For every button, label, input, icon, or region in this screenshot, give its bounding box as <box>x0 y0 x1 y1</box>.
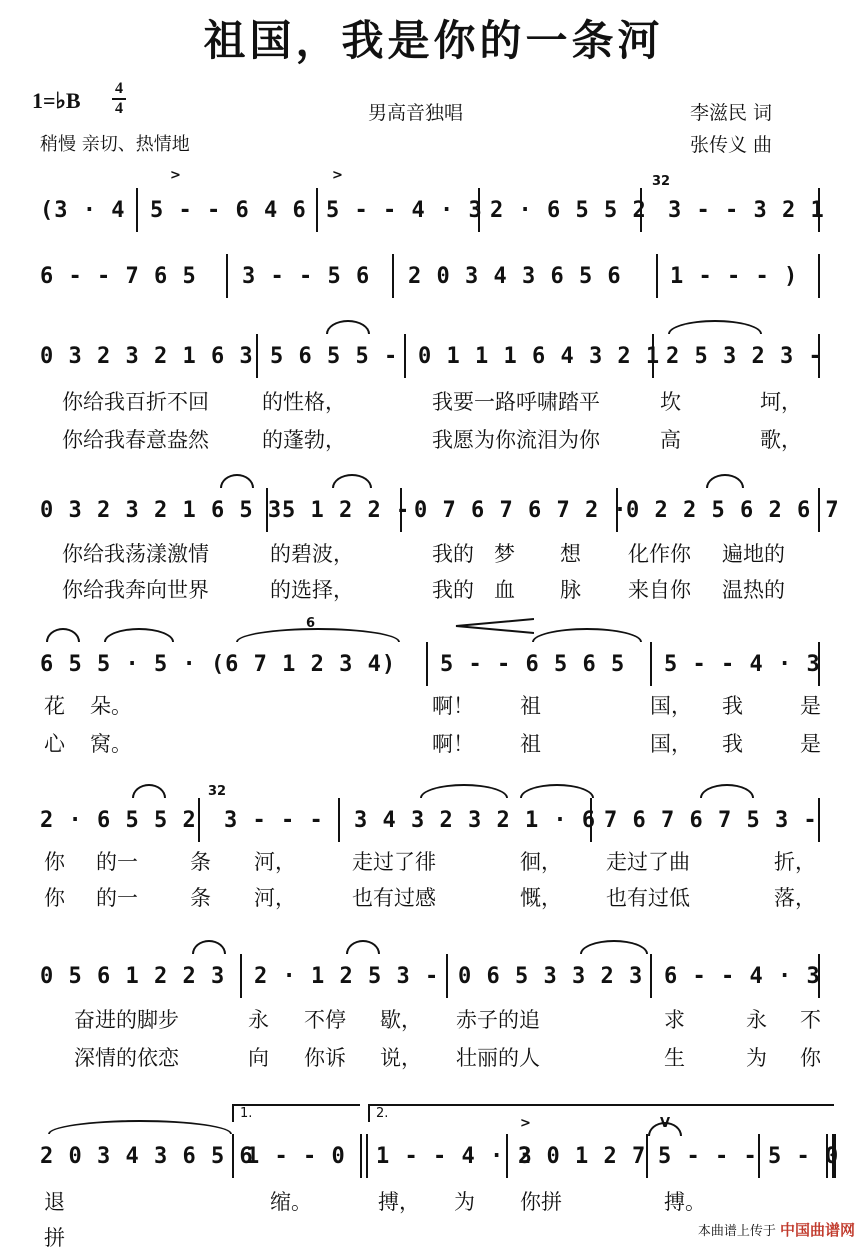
barline <box>198 798 200 842</box>
lyric: 向 <box>248 1046 269 1070</box>
barline <box>616 488 618 532</box>
slur <box>326 320 370 334</box>
lyric: 慨， <box>520 886 562 910</box>
lyric: 的性格， <box>262 390 346 414</box>
measure: 0 3 2 3 2 1 6 3 <box>40 344 254 369</box>
lyric: 也有过感 <box>352 886 436 910</box>
slur <box>192 940 226 954</box>
lyric: 搏。 <box>664 1190 706 1214</box>
meter-top: 4 <box>115 80 123 97</box>
measure: 5 - - 4 · 3 <box>326 198 483 223</box>
measure: 0 7 6 7 6 7 2 · <box>414 498 628 523</box>
tempo-marking: 稍慢 亲切、热情地 <box>40 134 190 155</box>
lyric: 血 <box>494 578 515 602</box>
measure: 2 0 1 2 7 <box>518 1144 647 1169</box>
barline <box>240 954 242 998</box>
lyric: 你给我荡漾激情 <box>62 542 209 566</box>
lyric: 为 <box>746 1046 767 1070</box>
barline <box>818 254 820 298</box>
lyric: 壮丽的人 <box>456 1046 540 1070</box>
lyric: 坎 <box>660 390 681 414</box>
measure: 3 - - - <box>224 808 324 833</box>
footer-site-logo: 中国曲谱网 <box>779 1221 855 1239</box>
barline <box>392 254 394 298</box>
lyric: 想 <box>560 542 581 566</box>
slur <box>332 474 372 488</box>
lyric: 的碧波， <box>270 542 354 566</box>
lyric: 奋进的脚步 <box>74 1008 179 1032</box>
breath-mark: V <box>660 1116 671 1131</box>
lyricist-credit: 李滋民 词 <box>690 102 773 124</box>
staff-row-6 <box>20 784 855 844</box>
measure: 5 1 2 2 - <box>282 498 411 523</box>
slur <box>220 474 254 488</box>
key-signature: 1=♭B <box>32 88 81 113</box>
lyric: 不停 <box>304 1008 346 1032</box>
lyric: 的选择， <box>270 578 354 602</box>
lyric: 缩。 <box>270 1190 312 1214</box>
accent-mark: > <box>170 168 181 183</box>
lyric: 祖 <box>520 694 541 718</box>
measure: 2 · 6 5 5 2 <box>490 198 647 223</box>
slur <box>236 628 400 642</box>
lyric: 你给我春意盎然 <box>62 428 209 452</box>
staff-row-8 <box>20 1116 855 1180</box>
barline <box>366 1134 368 1178</box>
lyric: 国， <box>650 732 692 756</box>
measure: 0 1 1 1 6 4 3 2 1 <box>418 344 661 369</box>
lyric: 你给我百折不回 <box>62 390 209 414</box>
barline <box>266 488 268 532</box>
lyric: 求 <box>664 1008 685 1032</box>
barline <box>478 188 480 232</box>
lyric: 也有过低 <box>606 886 690 910</box>
lyric: 不 <box>800 1008 821 1032</box>
lyric: 温热的 <box>722 578 785 602</box>
repeat-start <box>136 188 138 232</box>
barline <box>256 334 258 378</box>
slur <box>48 1120 232 1134</box>
barline <box>656 254 658 298</box>
staff-row-2 <box>20 254 855 300</box>
barline <box>506 1134 508 1178</box>
barline <box>818 798 820 842</box>
lyric: 河， <box>254 886 296 910</box>
lyric: 你 <box>44 850 65 874</box>
slur <box>132 784 166 798</box>
lyric: 祖 <box>520 732 541 756</box>
composer-credit: 张传义 曲 <box>690 134 773 156</box>
measure: 5 6 5 5 - <box>270 344 399 369</box>
volta-1: 1. <box>232 1104 360 1122</box>
lyric: 永 <box>248 1008 269 1032</box>
barline <box>818 334 820 378</box>
lyric: 我的 <box>432 542 474 566</box>
accent-mark: > <box>520 1116 531 1131</box>
lyric: 化作你 <box>628 542 691 566</box>
lyric: 窝。 <box>90 732 132 756</box>
barline <box>650 954 652 998</box>
measure: 2 5 3 2 3 - <box>666 344 823 369</box>
measure: 2 · 6 5 5 2 <box>40 808 197 833</box>
lyric: 徊， <box>520 850 562 874</box>
measure: 5 - - - <box>658 1144 758 1169</box>
slur <box>580 940 648 954</box>
barline <box>818 954 820 998</box>
lyric: 高 <box>660 428 681 452</box>
lyric: 是 <box>800 694 821 718</box>
measure: 0 2 2 5 6 2 6 7 <box>626 498 840 523</box>
measure: 6 - - 7 6 5 <box>40 264 197 289</box>
lyric: 我的 <box>432 578 474 602</box>
lyric: 我 <box>722 694 743 718</box>
barline <box>818 488 820 532</box>
slur <box>104 628 174 642</box>
staff-row-3 <box>20 334 855 380</box>
barline <box>652 334 654 378</box>
lyric: 来自你 <box>628 578 691 602</box>
measure: 0 3 2 3 2 1 6 5 3 <box>40 498 283 523</box>
lyric: 永 <box>746 1008 767 1032</box>
measure: 0 5 6 1 2 2 3 <box>40 964 226 989</box>
measure: 5 - - 6 5 6 5 <box>440 652 626 677</box>
slur <box>706 474 744 488</box>
lyric: 歇， <box>380 1008 422 1032</box>
accent-mark: > <box>332 168 343 183</box>
barline <box>404 334 406 378</box>
lyric: 退 <box>44 1190 65 1214</box>
barline <box>232 1134 234 1178</box>
lyric: 遍地的 <box>722 542 785 566</box>
lyric: 的一 <box>96 886 138 910</box>
final-barline-thick <box>832 1134 836 1178</box>
barline <box>338 798 340 842</box>
staff-row-5 <box>20 616 855 688</box>
lyric: 歌， <box>760 428 802 452</box>
lyric: 是 <box>800 732 821 756</box>
performance-type: 男高音独唱 <box>368 102 464 124</box>
lyric: 搏， <box>378 1190 420 1214</box>
lyric: 走过了徘 <box>352 850 436 874</box>
measure: 0 6 5 3 3 2 3 <box>458 964 644 989</box>
lyric: 条 <box>190 850 211 874</box>
song-title: 祖国，我是你的一条河 <box>203 16 664 65</box>
lyric: 生 <box>664 1046 685 1070</box>
measure: 2 0 3 4 3 6 5 6 <box>408 264 622 289</box>
barline <box>650 642 652 686</box>
barline <box>446 954 448 998</box>
lyric: 我愿为你流泪为你 <box>432 428 600 452</box>
footer-text: 本曲谱上传于 <box>697 1224 776 1239</box>
slur <box>700 784 754 798</box>
grace-note: 32 <box>208 784 227 799</box>
measure: 2 0 3 4 3 6 5 6 <box>40 1144 254 1169</box>
barline <box>226 254 228 298</box>
staff-row-1 <box>20 168 855 234</box>
lyric: 折， <box>774 850 816 874</box>
crescendo-hairpin <box>454 618 534 634</box>
staff-row-7 <box>20 954 855 1000</box>
barline <box>590 798 592 842</box>
lyric: 你 <box>800 1046 821 1070</box>
lyric: 你拼 <box>520 1190 562 1214</box>
volta-2: 2. <box>368 1104 834 1122</box>
barline <box>818 188 820 232</box>
lyric: 国， <box>650 694 692 718</box>
lyric: 走过了曲 <box>606 850 690 874</box>
lyric: 为 <box>454 1190 475 1214</box>
measure: 6 5 5 · 5 · (6 7 1 2 3 4) <box>40 652 397 677</box>
grace-note: 32 <box>652 174 671 189</box>
measure: 1 - - 4 · 3 <box>376 1144 533 1169</box>
barline <box>400 488 402 532</box>
repeat-end <box>360 1134 362 1178</box>
measure: 3 - - 3 2 1 <box>668 198 825 223</box>
lyric: 我要一路呼啸踏平 <box>432 390 600 414</box>
lyric: 拼 <box>44 1226 65 1250</box>
lyric: 啊！ <box>432 732 474 756</box>
lyric: 梦 <box>494 542 515 566</box>
measure: 2 · 1 2 5 3 - <box>254 964 440 989</box>
measure: 5 - 0 <box>768 1144 840 1169</box>
barline <box>640 188 642 232</box>
measure: (3 · 4 <box>40 198 126 223</box>
measure: 1 - - 0 <box>246 1144 346 1169</box>
lyric: 朵。 <box>90 694 132 718</box>
lyric: 的一 <box>96 850 138 874</box>
measure: 1 - - - ) <box>670 264 799 289</box>
lyric: 你诉 <box>304 1046 346 1070</box>
lyric: 你 <box>44 886 65 910</box>
lyric: 脉 <box>560 578 581 602</box>
lyric: 我 <box>722 732 743 756</box>
lyric: 花 <box>44 694 65 718</box>
lyric: 深情的依恋 <box>74 1046 179 1070</box>
lyric: 赤子的追 <box>456 1008 540 1032</box>
lyric: 你给我奔向世界 <box>62 578 209 602</box>
final-barline <box>826 1134 828 1178</box>
barline <box>818 642 820 686</box>
measure: 5 - - 6 4 6 <box>150 198 307 223</box>
slur <box>420 784 508 798</box>
slur <box>532 628 642 642</box>
barline <box>646 1134 648 1178</box>
barline <box>758 1134 760 1178</box>
barline <box>426 642 428 686</box>
footer-watermark <box>698 1219 855 1240</box>
barline <box>316 188 318 232</box>
triplet-mark: 6 <box>306 616 316 631</box>
lyric: 坷， <box>760 390 802 414</box>
lyric: 河， <box>254 850 296 874</box>
lyric: 条 <box>190 886 211 910</box>
time-signature <box>112 80 126 118</box>
lyric: 说， <box>380 1046 422 1070</box>
slur <box>520 784 594 798</box>
staff-row-4 <box>20 488 855 534</box>
measure: 7 6 7 6 7 5 3 - <box>604 808 818 833</box>
slur <box>346 940 380 954</box>
lyric: 的蓬勃， <box>262 428 346 452</box>
slur <box>46 628 80 642</box>
measure: 5 - - 4 · 3 <box>664 652 821 677</box>
lyric: 心 <box>44 732 65 756</box>
lyric: 落， <box>774 886 816 910</box>
measure: 3 - - 5 6 <box>242 264 371 289</box>
measure: 3 4 3 2 3 2 1 · 6 <box>354 808 597 833</box>
measure: 6 - - 4 · 3 <box>664 964 821 989</box>
slur <box>668 320 762 334</box>
meter-bottom: 4 <box>115 100 123 117</box>
lyric: 啊！ <box>432 694 474 718</box>
